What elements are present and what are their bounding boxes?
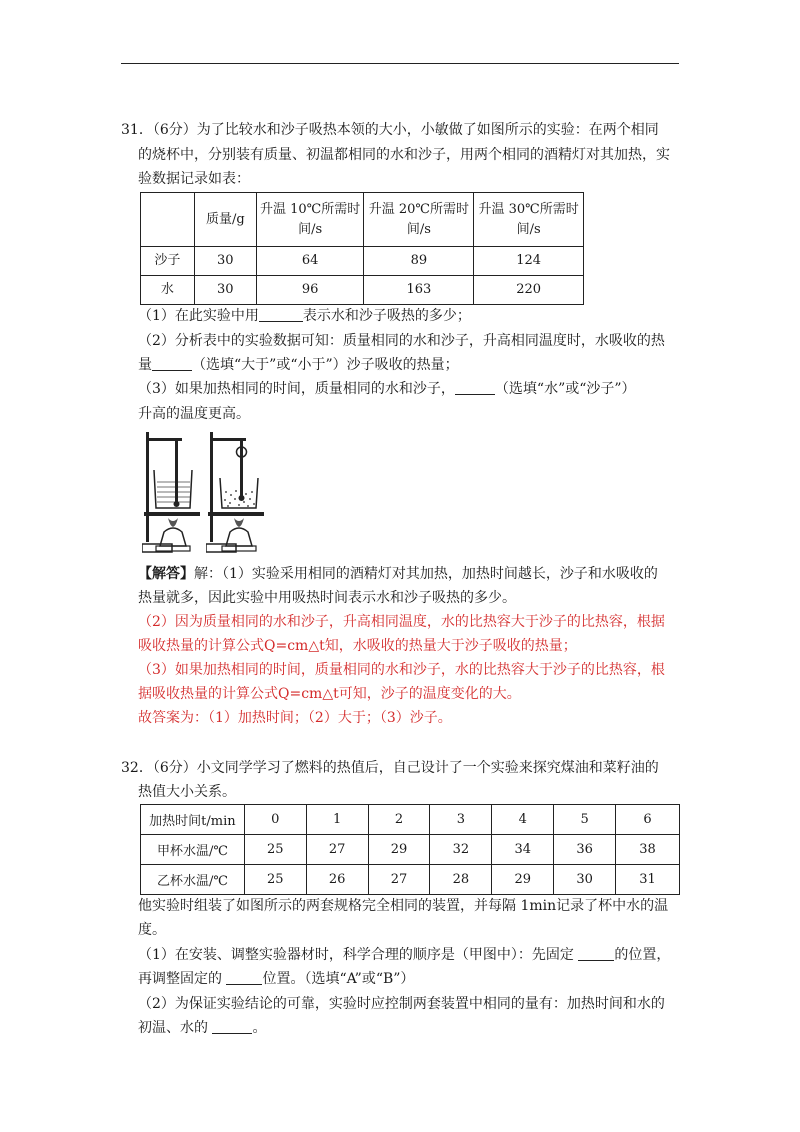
q31-sub1: （1）在此实验中用 表示水和沙子吸热的多少； [138, 308, 471, 324]
table-cell: 26 [306, 865, 368, 895]
table-cell: 25 [244, 865, 306, 895]
table-cell: 30 [554, 865, 616, 895]
q31-sub2-line-1: （2）分析表中的实验数据可知：质量相同的水和沙子，升高相同温度时，水吸收的热 [138, 333, 665, 349]
table-cell: 124 [474, 247, 584, 276]
table-cell: 质量/g [194, 193, 256, 247]
table-cell: 30 [194, 276, 256, 305]
table-cell: 1 [306, 805, 368, 835]
answer-line-7: 故答案为：（1）加热时间；（2）大于；（3）沙子。 [138, 710, 452, 726]
table-cell: 64 [256, 247, 364, 276]
table-cell: 甲杯水温/℃ [141, 835, 245, 865]
table-cell: 36 [554, 835, 616, 865]
answer-blank [259, 307, 303, 322]
table-cell: 29 [492, 865, 554, 895]
table-cell: 2 [368, 805, 430, 835]
q32-data-table [140, 804, 680, 895]
table-cell: 96 [256, 276, 364, 305]
q32-sub2-line-2: 初温、水的 。 [138, 1020, 267, 1036]
table-cell: 4 [492, 805, 554, 835]
answer-blank [152, 356, 192, 371]
answer-line-1: 【解答】解：（1）实验采用相同的酒精灯对其加热，加热时间越长，沙子和水吸收的 [138, 566, 658, 582]
table-row [141, 805, 680, 835]
q32-line-1: 32．（6分）小文同学学习了燃料的热值后，自己设计了一个实验来探究煤油和菜籽油的 [121, 760, 659, 776]
q32-after-line-1: 他实验时组装了如图所示的两套规格完全相同的装置，并每隔 1min记录了杯中水的温 [138, 898, 669, 914]
table-cell: 乙杯水温/℃ [141, 865, 245, 895]
table-cell: 34 [492, 835, 554, 865]
table-row [141, 276, 584, 305]
q32-sub1-line-1: （1）在安装、调整实验器材时，科学合理的顺序是（甲图中）：先固定 的位置， [138, 947, 671, 963]
table-cell: 25 [244, 835, 306, 865]
q31-line-1: 31．（6分）为了比较水和沙子吸热本领的大小，小敏做了如图所示的实验：在两个相同 [121, 122, 659, 138]
q32-sub2-line-1: （2）为保证实验结论的可靠，实验时应控制两套装置中相同的量有：加热时间和水的 [138, 996, 665, 1012]
table-cell: 220 [474, 276, 584, 305]
answer-line-3: （2）因为质量相同的水和沙子，升高相同温度，水的比热容大于沙子的比热容，根据 [138, 614, 665, 630]
q31-sub3-line-2: 升高的温度更高。 [138, 406, 250, 422]
answer-blank [455, 380, 495, 395]
water-heating-apparatus [142, 430, 204, 554]
table-cell: 28 [430, 865, 492, 895]
answer-blank [212, 1019, 252, 1034]
table-cell: 163 [364, 276, 474, 305]
q31-line-3: 验数据记录如表： [138, 171, 250, 187]
q32-sub1-line-2: 再调整固定的 位置。（选填“A”或“B”） [138, 971, 415, 987]
table-row [141, 247, 584, 276]
q31-sub3-line-1: （3）如果加热相同的时间，质量相同的水和沙子， （选填“水”或“沙子”） [138, 381, 636, 397]
table-cell: 32 [430, 835, 492, 865]
table-cell: 30 [194, 247, 256, 276]
q32-after-line-2: 度。 [138, 922, 166, 938]
table-cell: 29 [368, 835, 430, 865]
answer-blank [226, 970, 262, 985]
table-cell: 加热时间t/min [141, 805, 245, 835]
table-cell: 38 [616, 835, 680, 865]
q31-line-2: 的烧杯中，分别装有质量、初温都相同的水和沙子，用两个相同的酒精灯对其加热，实 [138, 147, 670, 163]
q31-data-table [140, 192, 584, 305]
table-cell: 27 [306, 835, 368, 865]
table-row [141, 835, 680, 865]
table-cell: 89 [364, 247, 474, 276]
table-cell: 31 [616, 865, 680, 895]
q32-line-2: 热值大小关系。 [138, 784, 236, 800]
table-cell: 升温 20℃所需时间/s [364, 193, 474, 247]
table-cell: 升温 10℃所需时间/s [256, 193, 364, 247]
table-cell: 27 [368, 865, 430, 895]
answer-line-4: 吸收热量的计算公式Q=cm△t知，水吸收的热量大于沙子吸收的热量； [138, 638, 577, 654]
table-cell: 3 [430, 805, 492, 835]
table-cell: 沙子 [141, 247, 195, 276]
table-row [141, 865, 680, 895]
answer-line-5: （3）如果加热相同的时间，质量相同的水和沙子，水的比热容大于沙子的比热容，根 [138, 662, 665, 678]
table-cell: 水 [141, 276, 195, 305]
table-cell [141, 193, 195, 247]
answer-line-2: 热量就多，因此实验中用吸热时间表示水和沙子吸热的多少。 [138, 590, 516, 606]
answer-label: 【解答】 [138, 566, 194, 582]
answer-blank [578, 946, 614, 961]
table-cell: 0 [244, 805, 306, 835]
q31-sub2-line-2: 量 （选填“大于”或“小于”）沙子吸收的热量； [138, 357, 459, 373]
table-row [141, 193, 584, 247]
answer-line-6: 据吸收热量的计算公式Q=cm△t可知，沙子的温度变化的大。 [138, 686, 521, 702]
table-cell: 6 [616, 805, 680, 835]
table-cell: 升温 30℃所需时间/s [474, 193, 584, 247]
table-cell: 5 [554, 805, 616, 835]
header-rule [121, 63, 679, 64]
sand-heating-apparatus [206, 430, 268, 554]
